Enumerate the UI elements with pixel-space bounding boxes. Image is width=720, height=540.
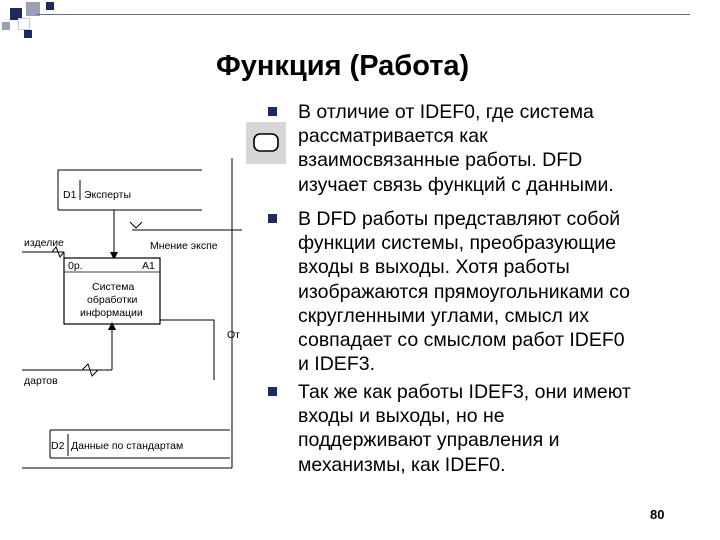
page-number: 80 [650, 507, 665, 522]
corner-decoration-square [24, 30, 32, 38]
store-d1-name: Эксперты [84, 189, 131, 201]
square-bullet-icon [268, 214, 277, 223]
rounded-rectangle-icon [246, 122, 286, 164]
square-bullet-icon [268, 107, 277, 116]
bullet-text: Так же как работы IDEF3, они имеют входы и выходы, но не поддерживают управления и механизмы, как IDEF0. [298, 381, 631, 476]
corner-decoration-square [2, 22, 10, 30]
process-name-line3: информации [80, 307, 143, 319]
bullet-text: В DFD работы представляют собой функции системы, преобразующие входы в выходы. Хотя работы изображаются прямоугольниками со скругленными углами, смысл их совпадает со смыслом работ IDEF0 и IDEF3. [298, 208, 631, 376]
process-id: A1 [142, 260, 155, 272]
flow-right-label: Мнение экспе [150, 240, 218, 252]
square-bullet-icon [268, 387, 277, 396]
bullet-text: В отличие от IDEF0, где система рассматривается как взаимосвязанные работы. DFD изучает связь функций с данными. [298, 101, 614, 196]
store-d2-name: Данные по стандартам [71, 440, 184, 452]
corner-decoration-square [46, 2, 54, 10]
header-rule [36, 14, 690, 15]
flow-left-label: изделие [24, 237, 64, 249]
slide-title: Функция (Работа) [216, 50, 470, 82]
process-number: 0р. [68, 260, 83, 272]
process-name-line1: Система [92, 281, 135, 293]
flow-bottom-left-label: дартов [24, 375, 58, 387]
store-d2-id: D2 [51, 440, 65, 452]
store-d1-id: D1 [63, 189, 77, 201]
corner-decoration-square [18, 18, 30, 30]
process-name-line2: обработки [87, 294, 138, 306]
flow-out-label: От [227, 329, 240, 341]
dfd-diagram [22, 118, 242, 478]
